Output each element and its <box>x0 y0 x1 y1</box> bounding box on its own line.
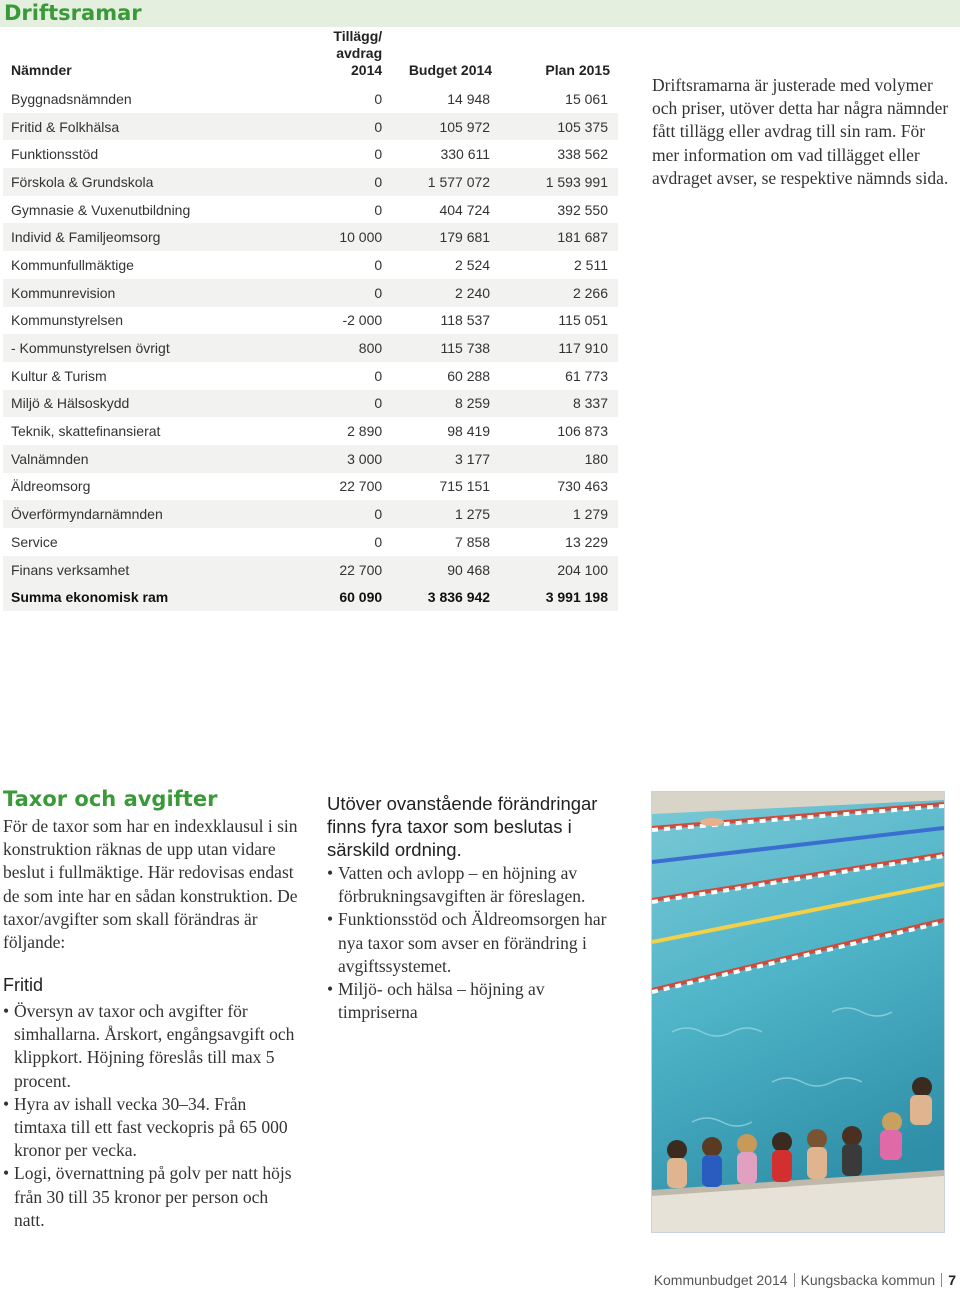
table-row <box>3 85 618 113</box>
cell-namnd: Kommunfullmäktige <box>3 251 270 279</box>
cell-namnd: Fritid & Folkhälsa <box>3 113 270 141</box>
header-plan-2015: Plan 2015 <box>545 62 610 78</box>
list-item: • Vatten och avlopp – en höjning av förbrukningsavgiften är föreslagen. <box>327 862 622 908</box>
cell-plan-2015: 8 337 <box>500 390 618 418</box>
cell-namnd: Äldreomsorg <box>3 473 270 501</box>
cell-budget-2014: 14 948 <box>382 85 500 113</box>
cell-budget-2014: 1 275 <box>382 500 500 528</box>
cell-namnd: Kommunrevision <box>3 279 270 307</box>
cell-tillagg: 0 <box>270 500 382 528</box>
cell-namnd: Kultur & Turism <box>3 362 270 390</box>
cell-namnd: Kommunstyrelsen <box>3 307 270 335</box>
fritid-list <box>3 1000 298 1232</box>
list-item: • Logi, övernattning på golv per natt höjs från 30 till 35 kronor per person och natt. <box>3 1162 298 1232</box>
cell-budget-2014: 60 288 <box>382 362 500 390</box>
special-taxes-heading: Utöver ovanstående förändringar finns fyra taxor som beslutas i särskild ordning. <box>327 793 598 861</box>
cell-plan-2015: 392 550 <box>500 196 618 224</box>
cell-budget-2014: 98 419 <box>382 417 500 445</box>
header-tillagg-avdrag: Tillägg/ avdrag 2014 <box>333 28 383 78</box>
cell-budget-2014: 8 259 <box>382 390 500 418</box>
cell-budget-2014: 404 724 <box>382 196 500 224</box>
cell-namnd: Förskola & Grundskola <box>3 168 270 196</box>
cell-tillagg: 22 700 <box>270 556 382 584</box>
cell-plan-2015: 2 266 <box>500 279 618 307</box>
table-row <box>3 390 618 418</box>
table-row <box>3 473 618 501</box>
list-item: • Översyn av taxor och avgifter för simhallarna. Årskort, engångsavgift och klippkort. Höjning föreslås till max 5 procent. <box>3 1000 298 1093</box>
cell-plan-2015: 117 910 <box>500 334 618 362</box>
cell-plan-2015: 15 061 <box>500 85 618 113</box>
cell-plan-2015: 338 562 <box>500 140 618 168</box>
cell-tillagg: 0 <box>270 140 382 168</box>
cell-namnd: - Kommunstyrelsen övrigt <box>3 334 270 362</box>
cell-tillagg: 0 <box>270 279 382 307</box>
cell-namnd: Funktionsstöd <box>3 140 270 168</box>
fritid-heading: Fritid <box>3 975 43 995</box>
cell-budget-2014: 2 240 <box>382 279 500 307</box>
cell-budget-2014: 105 972 <box>382 113 500 141</box>
table-row <box>3 168 618 196</box>
cell-plan-2015: 106 873 <box>500 417 618 445</box>
table-row <box>3 528 618 556</box>
cell-namnd: Summa ekonomisk ram <box>3 583 270 611</box>
header-budget-2014: Budget 2014 <box>408 62 493 78</box>
cell-budget-2014: 90 468 <box>382 556 500 584</box>
cell-tillagg: 0 <box>270 390 382 418</box>
cell-tillagg: 3 000 <box>270 445 382 473</box>
footer-divider <box>794 1273 795 1287</box>
table-row <box>3 223 618 251</box>
cell-tillagg: 22 700 <box>270 473 382 501</box>
cell-budget-2014: 3 836 942 <box>382 583 500 611</box>
list-item: • Hyra av ishall vecka 30–34. Från timtaxa till ett fast veckopris på 65 000 kronor per vecka. <box>3 1093 298 1163</box>
page-number: 7 <box>948 1272 956 1288</box>
footer-publication: Kommunbudget 2014 <box>653 1272 788 1288</box>
cell-tillagg: 0 <box>270 528 382 556</box>
cell-budget-2014: 3 177 <box>382 445 500 473</box>
budget-table <box>3 28 618 611</box>
footer-divider <box>941 1273 942 1287</box>
cell-namnd: Valnämnden <box>3 445 270 473</box>
cell-namnd: Byggnadsnämnden <box>3 85 270 113</box>
cell-namnd: Service <box>3 528 270 556</box>
cell-plan-2015: 1 593 991 <box>500 168 618 196</box>
cell-plan-2015: 61 773 <box>500 362 618 390</box>
cell-namnd: Teknik, skattefinansierat <box>3 417 270 445</box>
list-item: • Funktionsstöd och Äldreomsorgen har nya taxor som avser en förändring i avgiftssystemet. <box>327 908 622 978</box>
cell-namnd: Individ & Familjeomsorg <box>3 223 270 251</box>
cell-tillagg: 800 <box>270 334 382 362</box>
cell-tillagg: 0 <box>270 85 382 113</box>
table-body <box>3 85 618 611</box>
cell-tillagg: 0 <box>270 196 382 224</box>
cell-budget-2014: 7 858 <box>382 528 500 556</box>
table-row <box>3 196 618 224</box>
cell-tillagg: 0 <box>270 168 382 196</box>
table-total-row <box>3 583 618 611</box>
table-row <box>3 140 618 168</box>
cell-budget-2014: 2 524 <box>382 251 500 279</box>
cell-tillagg: 0 <box>270 113 382 141</box>
cell-plan-2015: 3 991 198 <box>500 583 618 611</box>
cell-plan-2015: 105 375 <box>500 113 618 141</box>
cell-plan-2015: 13 229 <box>500 528 618 556</box>
cell-budget-2014: 179 681 <box>382 223 500 251</box>
cell-budget-2014: 330 611 <box>382 140 500 168</box>
table-row <box>3 500 618 528</box>
table-header-row <box>3 28 618 85</box>
taxor-heading: Taxor och avgifter <box>3 787 218 811</box>
special-taxes-list <box>327 862 622 1024</box>
cell-plan-2015: 181 687 <box>500 223 618 251</box>
table-row <box>3 445 618 473</box>
cell-tillagg: 10 000 <box>270 223 382 251</box>
cell-plan-2015: 730 463 <box>500 473 618 501</box>
table-row <box>3 334 618 362</box>
cell-plan-2015: 115 051 <box>500 307 618 335</box>
side-note: Driftsramarna är justerade med volymer och priser, utöver detta har några nämnder fått tillägg eller avdrag till sin ram. För mer information om vad tillägget eller avdraget avser, se respektive nämnds sida. <box>652 75 949 188</box>
table-row <box>3 307 618 335</box>
table-row <box>3 362 618 390</box>
page-footer <box>654 1272 956 1288</box>
cell-tillagg: 0 <box>270 362 382 390</box>
cell-plan-2015: 1 279 <box>500 500 618 528</box>
cell-plan-2015: 2 511 <box>500 251 618 279</box>
header-namnder: Nämnder <box>11 62 72 78</box>
table-row <box>3 251 618 279</box>
cell-tillagg: 2 890 <box>270 417 382 445</box>
table-row <box>3 279 618 307</box>
footer-municipality: Kungsbacka kommun <box>800 1272 936 1288</box>
cell-namnd: Miljö & Hälsoskydd <box>3 390 270 418</box>
table-row <box>3 556 618 584</box>
cell-tillagg: -2 000 <box>270 307 382 335</box>
cell-budget-2014: 1 577 072 <box>382 168 500 196</box>
swimming-pool-photo <box>651 791 945 1233</box>
page-title: Driftsramar <box>4 1 142 25</box>
cell-plan-2015: 180 <box>500 445 618 473</box>
cell-budget-2014: 115 738 <box>382 334 500 362</box>
cell-namnd: Finans verksamhet <box>3 556 270 584</box>
cell-namnd: Överförmyndarnämnden <box>3 500 270 528</box>
taxor-intro: För de taxor som har en indexklausul i sin konstruktion räknas de upp utan vidare beslut i fullmäktige. Här redovisas endast de som inte har en sådan konstruktion. De taxor/avgifter som skall förändras är följande: <box>3 816 298 953</box>
cell-namnd: Gymnasie & Vuxenutbildning <box>3 196 270 224</box>
table-row <box>3 417 618 445</box>
cell-tillagg: 60 090 <box>270 583 382 611</box>
title-band <box>0 0 960 27</box>
cell-plan-2015: 204 100 <box>500 556 618 584</box>
cell-tillagg: 0 <box>270 251 382 279</box>
table-row <box>3 113 618 141</box>
cell-budget-2014: 118 537 <box>382 307 500 335</box>
cell-budget-2014: 715 151 <box>382 473 500 501</box>
list-item: • Miljö- och hälsa – höjning av timpriserna <box>327 978 622 1024</box>
